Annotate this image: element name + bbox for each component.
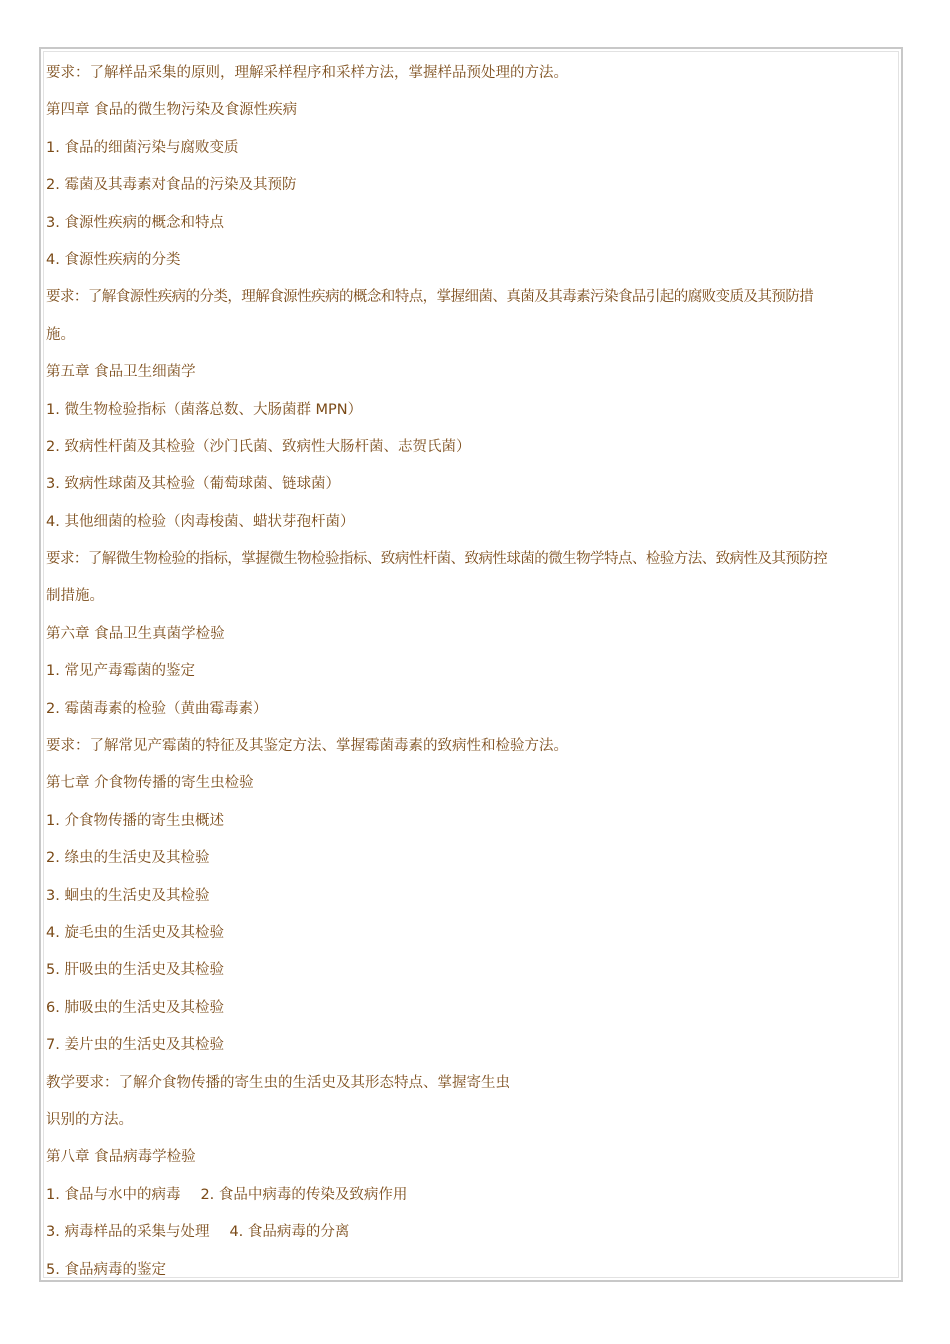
list-item: 3. 食源性疾病的概念和特点 [46, 214, 224, 231]
list-item: 3. 蛔虫的生活史及其检验 [46, 887, 210, 904]
list-item-pair [46, 1214, 897, 1251]
list-item: 3. 致病性球菌及其检验（葡萄球菌、链球菌） [46, 476, 340, 493]
list-item: 1. 常见产毒霉菌的鉴定 [46, 663, 195, 680]
list-item: 7. 姜片虫的生活史及其检验 [46, 1037, 224, 1054]
list-item: 2. 霉菌毒素的检验（黄曲霉毒素） [46, 700, 268, 717]
list-item: 2. 绦虫的生活史及其检验 [46, 850, 210, 867]
list-item: 1. 微生物检验指标（菌落总数、大肠菌群 MPN） [46, 401, 363, 418]
requirement-text: 要求：了解食源性疾病的分类，理解食源性疾病的概念和特点，掌握细菌、真菌及其毒素污染食品引起的腐败变质及其预防措 [46, 289, 814, 306]
list-item: 1. 介食物传播的寄生虫概述 [46, 812, 224, 829]
list-item: 1. 食品的细菌污染与腐败变质 [46, 139, 239, 156]
document-body [46, 55, 897, 1289]
requirement-text: 要求：了解常见产霉菌的特征及其鉴定方法、掌握霉菌毒素的致病性和检验方法。 [46, 738, 568, 755]
requirement-text: 要求：了解样品采集的原则，理解采样程序和采样方法，掌握样品预处理的方法。 [46, 65, 568, 81]
list-item: 5. 食品病毒的鉴定 [46, 1261, 166, 1278]
teaching-requirement-text-continued: 识别的方法。 [46, 1111, 133, 1128]
requirement-text-continued: 制措施。 [46, 588, 104, 605]
requirement-text: 要求：了解微生物检验的指标，掌握微生物检验指标、致病性杆菌、致病性球菌的微生物学特点、检验方法、致病性及其预防控 [46, 551, 828, 568]
list-item: 6. 肺吸虫的生活史及其检验 [46, 999, 224, 1016]
list-item: 4. 旋毛虫的生活史及其检验 [46, 924, 224, 941]
list-item: 2. 食品中病毒的传染及致病作用 [200, 1186, 408, 1203]
document-frame [39, 47, 903, 1282]
chapter-8-heading: 第八章 食品病毒学检验 [46, 1149, 196, 1166]
list-item: 3. 病毒样品的采集与处理 [46, 1224, 210, 1241]
chapter-5-heading: 第五章 食品卫生细菌学 [46, 364, 196, 381]
list-item: 5. 肝吸虫的生活史及其检验 [46, 962, 224, 979]
requirement-text-continued: 施。 [46, 326, 75, 343]
list-item: 4. 其他细菌的检验（肉毒梭菌、蜡状芽孢杆菌） [46, 513, 355, 530]
chapter-6-heading: 第六章 食品卫生真菌学检验 [46, 625, 225, 642]
chapter-4-heading: 第四章 食品的微生物污染及食源性疾病 [46, 102, 298, 119]
list-item: 1. 食品与水中的病毒 [46, 1186, 181, 1203]
list-item: 2. 致病性杆菌及其检验（沙门氏菌、致病性大肠杆菌、志贺氏菌） [46, 438, 471, 455]
list-item: 4. 食品病毒的分离 [229, 1224, 350, 1241]
list-item-pair [46, 1177, 897, 1214]
chapter-7-heading: 第七章 介食物传播的寄生虫检验 [46, 775, 254, 792]
list-item: 4. 食源性疾病的分类 [46, 251, 181, 268]
teaching-requirement-text: 教学要求：了解介食物传播的寄生虫的生活史及其形态特点、掌握寄生虫 [46, 1074, 510, 1091]
list-item: 2. 霉菌及其毒素对食品的污染及其预防 [46, 177, 297, 194]
